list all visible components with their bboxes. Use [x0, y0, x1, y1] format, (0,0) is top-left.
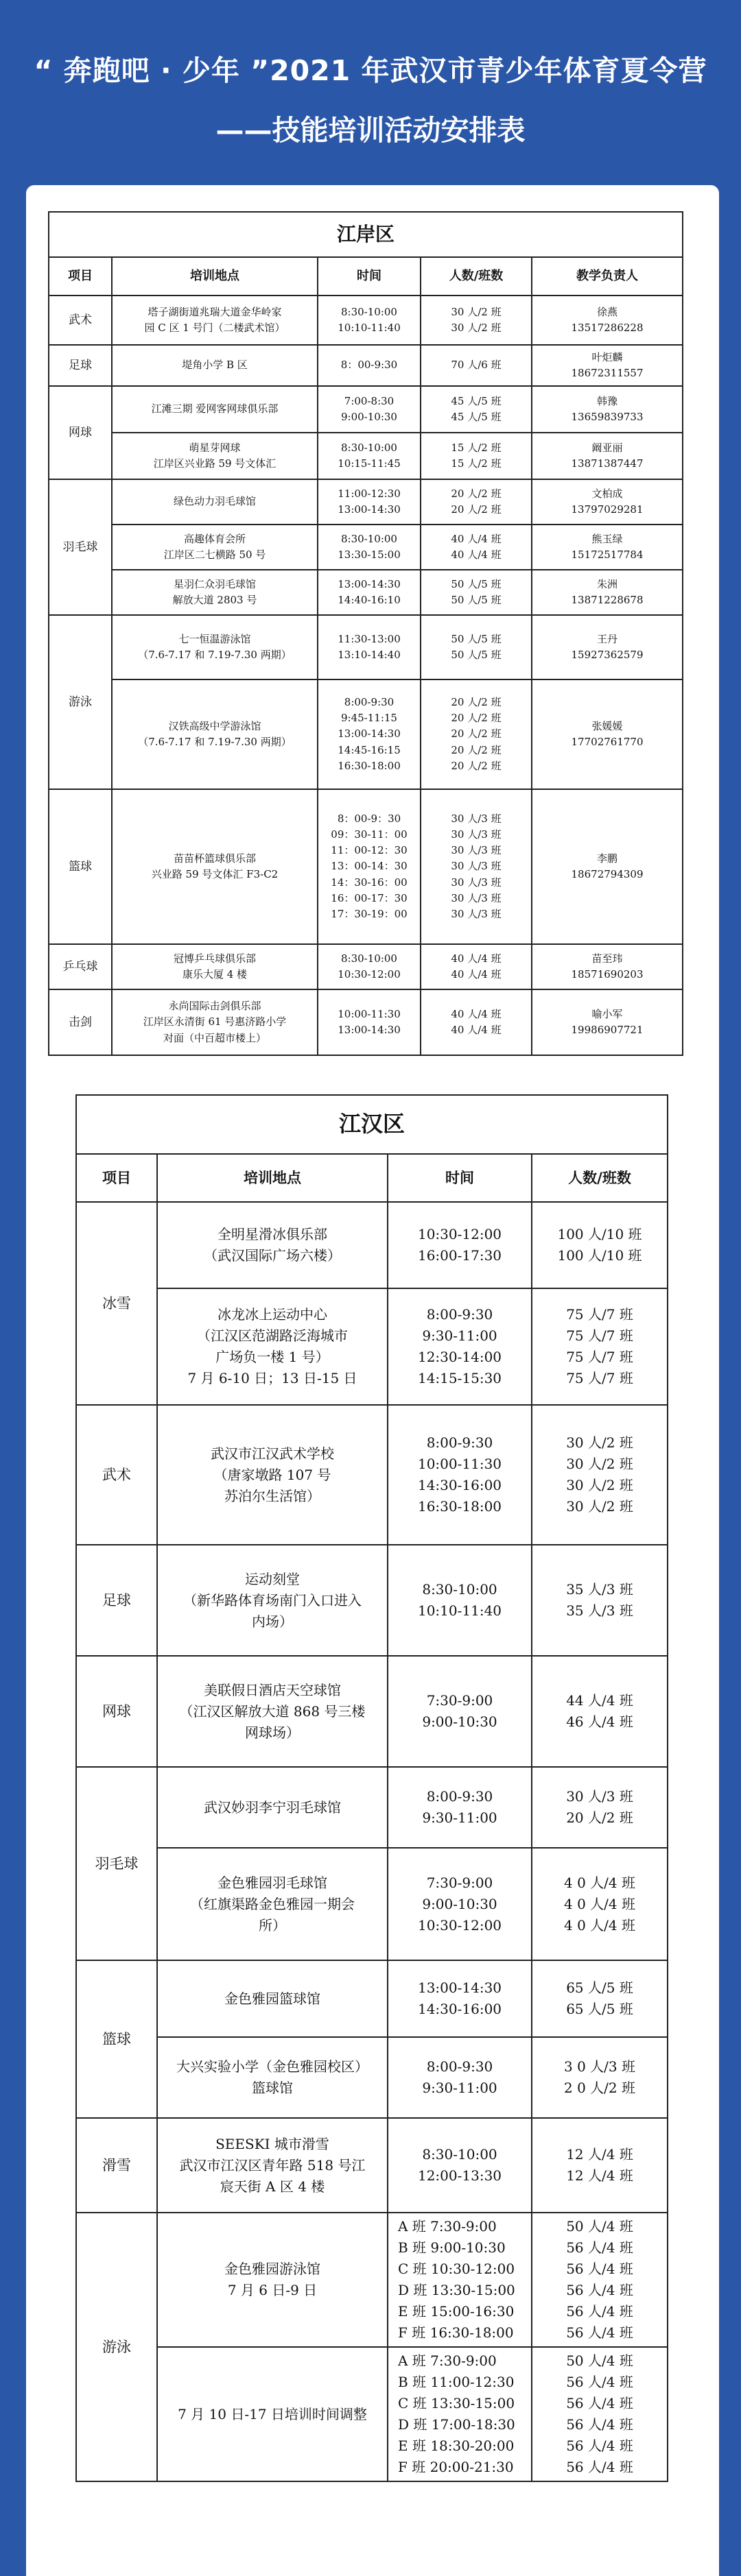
time-cell: 7:00-8:30 9:00-10:30 — [318, 386, 421, 433]
project-cell: 游泳 — [49, 615, 112, 789]
table-row — [49, 525, 683, 570]
leader-cell: 朱洲 13871228678 — [532, 570, 683, 615]
location-cell: 堤角小学 B 区 — [112, 345, 318, 386]
location-cell: 武汉妙羽李宁羽毛球馆 — [157, 1767, 388, 1848]
time-cell: 8:30-10:00 13:30-15:00 — [318, 525, 421, 570]
header-project: 项目 — [76, 1154, 157, 1202]
header-count: 人数/班数 — [421, 257, 532, 296]
time-cell: 8：00-9：30 09：30-11：00 11：00-12：30 13：00-14：30 14：30-16：00 16：00-17：30 17：30-19：00 — [318, 789, 421, 944]
time-cell: 7:30-9:00 9:00-10:30 — [388, 1656, 532, 1767]
count-cell: 40 人/4 班 40 人/4 班 — [421, 944, 532, 989]
location-cell: 萌星芽网球 江岸区兴业路 59 号文体汇 — [112, 433, 318, 479]
location-cell: 金色雅园羽毛球馆 （红旗渠路金色雅园一期会 所） — [157, 1848, 388, 1960]
header-count: 人数/班数 — [532, 1154, 668, 1202]
time-cell: 11:30-13:00 13:10-14:40 — [318, 615, 421, 679]
time-cell: 8:00-9:30 9:30-11:00 — [388, 1767, 532, 1848]
count-cell: 35 人/3 班 35 人/3 班 — [532, 1545, 668, 1656]
table-row — [49, 386, 683, 433]
table-row — [49, 789, 683, 944]
count-cell: 30 人/2 班 30 人/2 班 30 人/2 班 30 人/2 班 — [532, 1405, 668, 1545]
table-row — [49, 944, 683, 989]
time-cell: 7:30-9:00 9:00-10:30 10:30-12:00 — [388, 1848, 532, 1960]
table-row — [76, 2118, 668, 2213]
location-cell: 星羽仁众羽毛球馆 解放大道 2803 号 — [112, 570, 318, 615]
location-cell: 7 月 10 日-17 日培训时间调整 — [157, 2347, 388, 2481]
header-project: 项目 — [49, 257, 112, 296]
leader-cell: 熊玉绿 15172517784 — [532, 525, 683, 570]
leader-cell: 李鹏 18672794309 — [532, 789, 683, 944]
location-cell: SEESKI 城市滑雪 武汉市江汉区青年路 518 号江 宸天街 A 区 4 楼 — [157, 2118, 388, 2213]
location-cell: 冰龙冰上运动中心 （江汉区范湖路泛海城市 广场负一楼 1 号） 7 月 6-10 日；13 日-15 日 — [157, 1288, 388, 1405]
leader-cell: 叶炬麟 18672311557 — [532, 345, 683, 386]
header-leader: 教学负责人 — [532, 257, 683, 296]
project-cell: 羽毛球 — [76, 1767, 157, 1960]
project-cell: 足球 — [76, 1545, 157, 1656]
location-cell: 美联假日酒店天空球馆 （江汉区解放大道 868 号三楼 网球场） — [157, 1656, 388, 1767]
time-cell: 8:00-9:30 9:45-11:15 13:00-14:30 14:45-16:15 16:30-18:00 — [318, 679, 421, 789]
project-cell: 乒乓球 — [49, 944, 112, 989]
count-cell: 50 人/5 班 50 人/5 班 — [421, 615, 532, 679]
count-cell: 30 人/2 班 30 人/2 班 — [421, 296, 532, 345]
time-cell: 10:00-11:30 13:00-14:30 — [318, 989, 421, 1055]
count-cell: 50 人/4 班 56 人/4 班 56 人/4 班 56 人/4 班 56 人/4 班 56 人/4 班 — [532, 2213, 668, 2347]
table-row — [49, 345, 683, 386]
leader-cell: 喻小军 19986907721 — [532, 989, 683, 1055]
header-time: 时间 — [318, 257, 421, 296]
location-cell: 武汉市江汉武术学校 （唐家墩路 107 号 苏泊尔生活馆） — [157, 1405, 388, 1545]
table-row — [76, 1767, 668, 1848]
table-row — [49, 615, 683, 679]
table-row — [49, 679, 683, 789]
location-cell: 冠博乒乓球俱乐部 康乐大厦 4 楼 — [112, 944, 318, 989]
count-cell: 45 人/5 班 45 人/5 班 — [421, 386, 532, 433]
count-cell: 4 0 人/4 班 4 0 人/4 班 4 0 人/4 班 — [532, 1848, 668, 1960]
project-cell: 游泳 — [76, 2213, 157, 2481]
project-cell: 网球 — [49, 386, 112, 479]
count-cell: 50 人/5 班 50 人/5 班 — [421, 570, 532, 615]
count-cell: 100 人/10 班 100 人/10 班 — [532, 1202, 668, 1288]
table-row — [49, 479, 683, 525]
table-row — [76, 1960, 668, 2037]
page-header — [0, 0, 741, 185]
project-cell: 击剑 — [49, 989, 112, 1055]
count-cell: 65 人/5 班 65 人/5 班 — [532, 1960, 668, 2037]
count-cell: 20 人/2 班 20 人/2 班 20 人/2 班 20 人/2 班 20 人/2 班 — [421, 679, 532, 789]
jiangan-table — [48, 211, 683, 1056]
count-cell: 15 人/2 班 15 人/2 班 — [421, 433, 532, 479]
time-cell: 8:30-10:00 12:00-13:30 — [388, 2118, 532, 2213]
table-row — [76, 1545, 668, 1656]
location-cell: 大兴实验小学（金色雅园校区） 篮球馆 — [157, 2037, 388, 2118]
time-cell: A 班 7:30-9:00 B 班 11:00-12:30 C 班 13:30-15:00 D 班 17:00-18:30 E 班 18:30-20:00 F 班 20:00-21:30 — [388, 2347, 532, 2481]
leader-cell: 阚亚丽 13871387447 — [532, 433, 683, 479]
header-time: 时间 — [388, 1154, 532, 1202]
count-cell: 40 人/4 班 40 人/4 班 — [421, 989, 532, 1055]
count-cell: 40 人/4 班 40 人/4 班 — [421, 525, 532, 570]
time-cell: 8:30-10:00 10:15-11:45 — [318, 433, 421, 479]
location-cell: 金色雅园篮球馆 — [157, 1960, 388, 2037]
table-row — [76, 1405, 668, 1545]
time-cell: 8:00-9:30 10:00-11:30 14:30-16:00 16:30-18:00 — [388, 1405, 532, 1545]
time-cell: 13:00-14:30 14:40-16:10 — [318, 570, 421, 615]
table-row — [76, 1848, 668, 1960]
table-row — [49, 433, 683, 479]
table-row — [76, 1288, 668, 1405]
jianghan-table — [75, 1094, 668, 2482]
time-cell: 11:00-12:30 13:00-14:30 — [318, 479, 421, 525]
leader-cell: 苗至玮 18571690203 — [532, 944, 683, 989]
table-row — [76, 2037, 668, 2118]
time-cell: 10:30-12:00 16:00-17:30 — [388, 1202, 532, 1288]
count-cell: 30 人/3 班 30 人/3 班 30 人/3 班 30 人/3 班 30 人/3 班 30 人/3 班 30 人/3 班 — [421, 789, 532, 944]
project-cell: 冰雪 — [76, 1202, 157, 1405]
time-cell: 8:30-10:00 10:30-12:00 — [318, 944, 421, 989]
time-cell: A 班 7:30-9:00 B 班 9:00-10:30 C 班 10:30-12:00 D 班 13:30-15:00 E 班 15:00-16:30 F 班 16:30-18:00 — [388, 2213, 532, 2347]
location-cell: 江滩三期 爱网客网球俱乐部 — [112, 386, 318, 433]
project-cell: 网球 — [76, 1656, 157, 1767]
header-location: 培训地点 — [112, 257, 318, 296]
table-row — [76, 1202, 668, 1288]
header-location: 培训地点 — [157, 1154, 388, 1202]
location-cell: 运动刻堂 （新华路体育场南门入口进入 内场） — [157, 1545, 388, 1656]
time-cell: 8:00-9:30 9:30-11:00 12:30-14:00 14:15-15:30 — [388, 1288, 532, 1405]
count-cell: 30 人/3 班 20 人/2 班 — [532, 1767, 668, 1848]
location-cell: 汉铁高级中学游泳馆 （7.6-7.17 和 7.19-7.30 两期） — [112, 679, 318, 789]
leader-cell: 王丹 15927362579 — [532, 615, 683, 679]
location-cell: 绿色动力羽毛球馆 — [112, 479, 318, 525]
project-cell: 滑雪 — [76, 2118, 157, 2213]
district-title: 江汉区 — [76, 1095, 668, 1154]
time-cell: 8:30-10:00 10:10-11:40 — [318, 296, 421, 345]
table-row — [76, 2213, 668, 2347]
district-title: 江岸区 — [49, 212, 683, 257]
time-cell: 8:00-9:30 9:30-11:00 — [388, 2037, 532, 2118]
location-cell: 全明星滑冰俱乐部 （武汉国际广场六楼） — [157, 1202, 388, 1288]
project-cell: 武术 — [49, 296, 112, 345]
leader-cell: 张媛媛 17702761770 — [532, 679, 683, 789]
location-cell: 高趣体育会所 江岸区二七横路 50 号 — [112, 525, 318, 570]
count-cell: 75 人/7 班 75 人/7 班 75 人/7 班 75 人/7 班 — [532, 1288, 668, 1405]
table-row — [49, 989, 683, 1055]
leader-cell: 文柏成 13797029281 — [532, 479, 683, 525]
count-cell: 12 人/4 班 12 人/4 班 — [532, 2118, 668, 2213]
project-cell: 羽毛球 — [49, 479, 112, 615]
project-cell: 足球 — [49, 345, 112, 386]
title-line1: “ 奔跑吧 · 少年 ”2021 年武汉市青少年体育夏令营 — [34, 54, 707, 87]
count-cell: 70 人/6 班 — [421, 345, 532, 386]
location-cell: 永尚国际击剑俱乐部 江岸区永清街 61 号惠济路小学 对面（中百超市楼上） — [112, 989, 318, 1055]
count-cell: 3 0 人/3 班 2 0 人/2 班 — [532, 2037, 668, 2118]
count-cell: 44 人/4 班 46 人/4 班 — [532, 1656, 668, 1767]
table-row — [76, 1656, 668, 1767]
count-cell: 50 人/4 班 56 人/4 班 56 人/4 班 56 人/4 班 56 人/4 班 56 人/4 班 — [532, 2347, 668, 2481]
location-cell: 七一恒温游泳馆 （7.6-7.17 和 7.19-7.30 两期） — [112, 615, 318, 679]
leader-cell: 韩豫 13659839733 — [532, 386, 683, 433]
title-line2: ——技能培训活动安排表 — [215, 114, 526, 147]
time-cell: 8:30-10:00 10:10-11:40 — [388, 1545, 532, 1656]
location-cell: 金色雅园游泳馆 7 月 6 日-9 日 — [157, 2213, 388, 2347]
time-cell: 13:00-14:30 14:30-16:00 — [388, 1960, 532, 2037]
location-cell: 塔子湖街道兆瑞大道金华岭家 园 C 区 1 号门（二楼武术馆） — [112, 296, 318, 345]
project-cell: 篮球 — [49, 789, 112, 944]
project-cell: 武术 — [76, 1405, 157, 1545]
table-row — [76, 2347, 668, 2481]
table-row — [49, 296, 683, 345]
leader-cell: 徐燕 13517286228 — [532, 296, 683, 345]
location-cell: 苗苗杯篮球俱乐部 兴业路 59 号文体汇 F3-C2 — [112, 789, 318, 944]
project-cell: 篮球 — [76, 1960, 157, 2118]
table-row — [49, 570, 683, 615]
count-cell: 20 人/2 班 20 人/2 班 — [421, 479, 532, 525]
time-cell: 8：00-9:30 — [318, 345, 421, 386]
